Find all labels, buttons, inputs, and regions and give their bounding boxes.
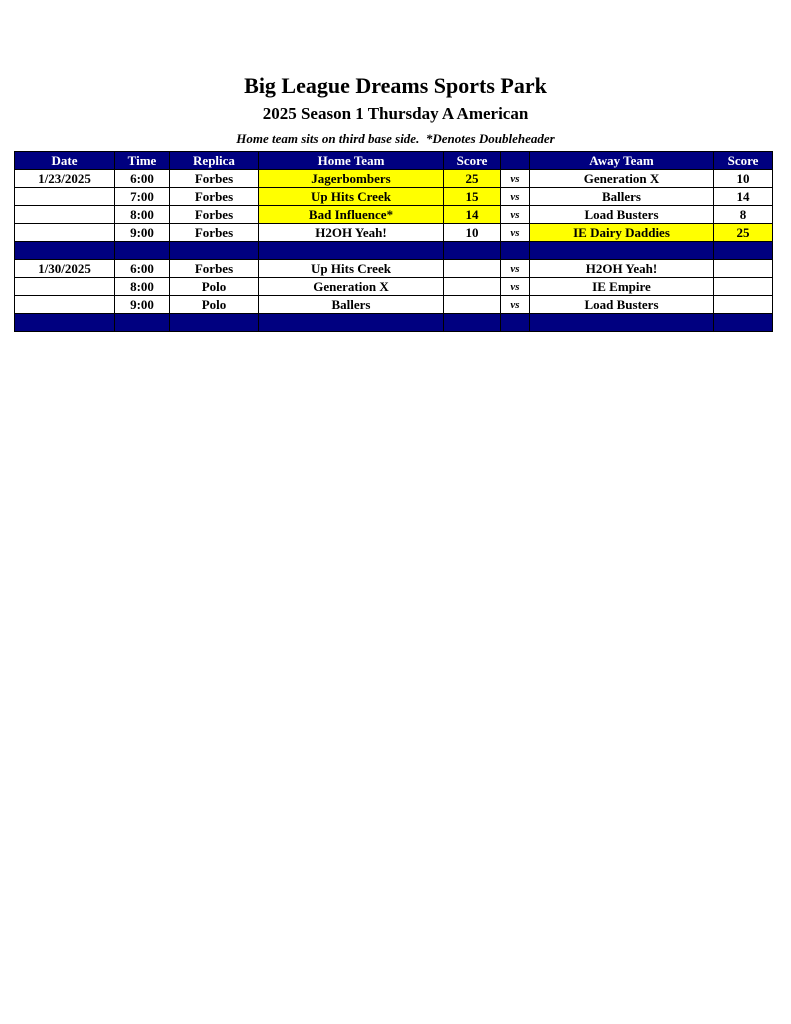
home-team: Ballers — [259, 296, 444, 314]
col-header-replica: Replica — [170, 152, 259, 170]
away-team: IE Empire — [530, 278, 714, 296]
home-team: Up Hits Creek — [259, 188, 444, 206]
vs-label: vs — [501, 278, 530, 296]
vs-label: vs — [501, 170, 530, 188]
col-header-vs — [501, 152, 530, 170]
game-time: 6:00 — [115, 260, 170, 278]
away-team: Ballers — [530, 188, 714, 206]
game-replica: Forbes — [170, 224, 259, 242]
home-team: Bad Influence* — [259, 206, 444, 224]
away-team: Generation X — [530, 170, 714, 188]
game-time: 7:00 — [115, 188, 170, 206]
away-score: 10 — [714, 170, 773, 188]
header-row — [15, 152, 773, 170]
game-time: 8:00 — [115, 278, 170, 296]
note-home-side: Home team sits on third base side. — [236, 131, 420, 146]
game-time: 9:00 — [115, 296, 170, 314]
game-replica: Polo — [170, 296, 259, 314]
home-team: H2OH Yeah! — [259, 224, 444, 242]
game-row — [15, 278, 773, 296]
game-row — [15, 206, 773, 224]
game-date — [15, 296, 115, 314]
schedule-note — [0, 131, 791, 147]
home-score: 10 — [444, 224, 501, 242]
home-team: Up Hits Creek — [259, 260, 444, 278]
col-header-home-team: Home Team — [259, 152, 444, 170]
game-replica: Forbes — [170, 260, 259, 278]
home-score: 25 — [444, 170, 501, 188]
col-header-home-score: Score — [444, 152, 501, 170]
game-time: 6:00 — [115, 170, 170, 188]
away-score: 25 — [714, 224, 773, 242]
away-score — [714, 296, 773, 314]
away-score — [714, 260, 773, 278]
vs-label: vs — [501, 296, 530, 314]
home-score — [444, 278, 501, 296]
game-row — [15, 170, 773, 188]
game-date — [15, 188, 115, 206]
game-date — [15, 278, 115, 296]
game-replica: Forbes — [170, 170, 259, 188]
game-date: 1/23/2025 — [15, 170, 115, 188]
game-row — [15, 296, 773, 314]
away-score: 14 — [714, 188, 773, 206]
home-score — [444, 296, 501, 314]
away-score — [714, 278, 773, 296]
game-row — [15, 188, 773, 206]
away-team: H2OH Yeah! — [530, 260, 714, 278]
game-replica: Forbes — [170, 188, 259, 206]
home-score — [444, 260, 501, 278]
away-team: Load Busters — [530, 296, 714, 314]
game-date: 1/30/2025 — [15, 260, 115, 278]
col-header-time: Time — [115, 152, 170, 170]
week-separator — [15, 314, 773, 332]
home-score: 15 — [444, 188, 501, 206]
game-time: 9:00 — [115, 224, 170, 242]
away-score: 8 — [714, 206, 773, 224]
game-row — [15, 224, 773, 242]
away-team: IE Dairy Daddies — [530, 224, 714, 242]
schedule-table — [14, 151, 773, 332]
game-row — [15, 260, 773, 278]
week-separator — [15, 242, 773, 260]
note-doubleheader: *Denotes Doubleheader — [425, 131, 555, 146]
vs-label: vs — [501, 206, 530, 224]
game-replica: Polo — [170, 278, 259, 296]
game-date — [15, 206, 115, 224]
vs-label: vs — [501, 224, 530, 242]
home-team: Generation X — [259, 278, 444, 296]
home-score: 14 — [444, 206, 501, 224]
page-title: Big League Dreams Sports Park — [244, 73, 547, 98]
game-date — [15, 224, 115, 242]
col-header-date: Date — [15, 152, 115, 170]
vs-label: vs — [501, 260, 530, 278]
vs-label: vs — [501, 188, 530, 206]
home-team: Jagerbombers — [259, 170, 444, 188]
season-subtitle: 2025 Season 1 Thursday A American — [262, 104, 529, 123]
col-header-away-score: Score — [714, 152, 773, 170]
game-time: 8:00 — [115, 206, 170, 224]
col-header-away-team: Away Team — [530, 152, 714, 170]
game-replica: Forbes — [170, 206, 259, 224]
away-team: Load Busters — [530, 206, 714, 224]
